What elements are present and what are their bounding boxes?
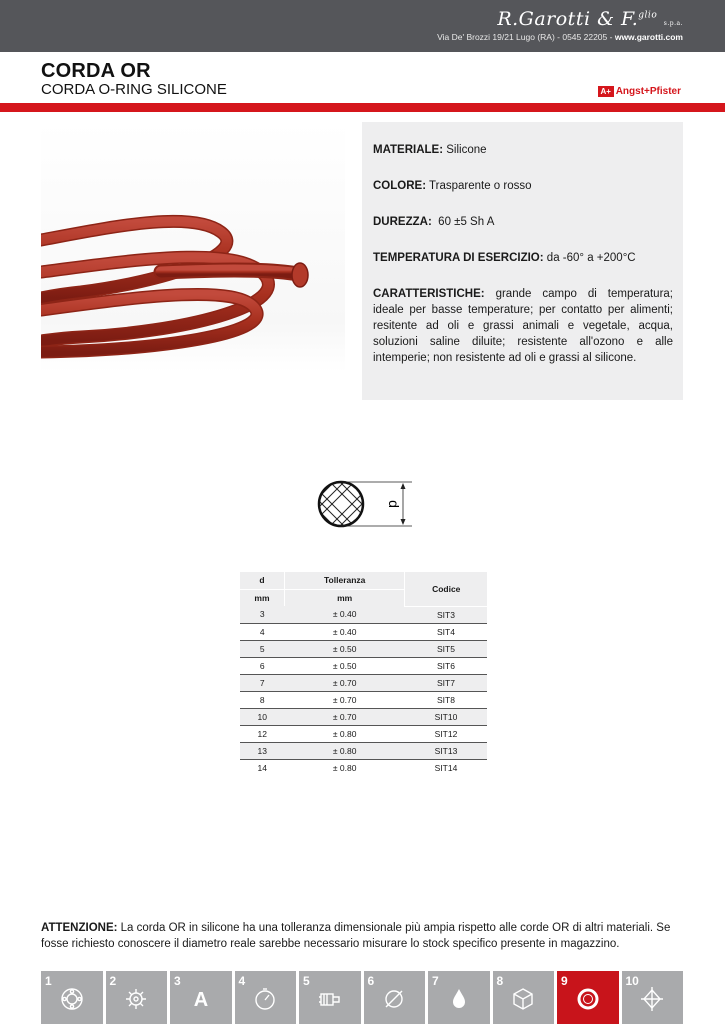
gauge-icon — [252, 986, 278, 1012]
cell-code: SIT13 — [405, 742, 487, 759]
gear-chain-icon — [123, 986, 149, 1012]
nav-tab-9[interactable] — [557, 971, 619, 1024]
cell-code: SIT6 — [405, 657, 487, 674]
cell-tolerance: ± 0.80 — [284, 759, 405, 776]
website-link[interactable]: www.garotti.com — [614, 32, 683, 42]
spec-temperatura: TEMPERATURA DI ESERCIZIO: da -60° a +200°C — [373, 252, 636, 264]
footer-navigation — [41, 971, 683, 1024]
nav-tab-number: 7 — [432, 974, 439, 988]
table-row — [240, 742, 487, 759]
diameter-label: d — [386, 500, 402, 508]
nav-tab-3[interactable] — [170, 971, 232, 1024]
nav-tab-number: 2 — [109, 974, 117, 988]
cell-diameter: 10 — [240, 708, 284, 725]
table-row — [240, 708, 487, 725]
table-row — [240, 657, 487, 674]
nav-tab-1[interactable] — [41, 971, 103, 1024]
cell-diameter: 5 — [240, 640, 284, 657]
spec-colore: COLORE: Trasparente o rosso — [373, 180, 532, 192]
cell-diameter: 3 — [240, 606, 284, 623]
cross-section-diagram — [312, 474, 422, 534]
page-subtitle: CORDA O-RING SILICONE — [41, 81, 227, 98]
cell-diameter: 6 — [240, 657, 284, 674]
cylinder-icon — [317, 986, 343, 1012]
cube-icon — [510, 986, 536, 1012]
cell-tolerance: ± 0.40 — [284, 606, 405, 623]
table-row — [240, 691, 487, 708]
specifications-panel — [362, 122, 683, 400]
spec-durezza: DUREZZA: 60 ±5 Sh A — [373, 216, 495, 228]
header-unit-tol: mm — [284, 589, 405, 606]
cell-code: SIT4 — [405, 623, 487, 640]
nav-tab-number: 5 — [303, 974, 310, 988]
cell-tolerance: ± 0.50 — [284, 657, 405, 674]
nav-tab-number: 8 — [496, 974, 504, 988]
company-address: Via De' Brozzi 19/21 Lugo (RA) - 0545 22205 - www.garotti.com — [437, 32, 683, 42]
cell-tolerance: ± 0.70 — [284, 674, 405, 691]
header-divider — [0, 103, 725, 112]
cell-tolerance: ± 0.80 — [284, 742, 405, 759]
nav-tab-7[interactable] — [428, 971, 490, 1024]
table-row — [240, 640, 487, 657]
cell-diameter: 4 — [240, 623, 284, 640]
table-row — [240, 623, 487, 640]
product-image — [41, 122, 345, 372]
header-unit-d: mm — [240, 589, 284, 606]
cell-diameter: 14 — [240, 759, 284, 776]
o-ring-icon — [575, 986, 601, 1012]
table-row — [240, 725, 487, 742]
cell-code: SIT12 — [405, 725, 487, 742]
cell-tolerance: ± 0.50 — [284, 640, 405, 657]
header-tolleranza: Tolleranza — [284, 572, 405, 589]
cell-tolerance: ± 0.70 — [284, 691, 405, 708]
cell-code: SIT8 — [405, 691, 487, 708]
drop-icon — [446, 986, 472, 1012]
table-row — [240, 759, 487, 776]
nav-tab-number: 10 — [625, 974, 639, 988]
header-codice: Codice — [405, 572, 487, 606]
nav-tab-10[interactable] — [622, 971, 684, 1024]
attention-note: ATTENZIONE: La corda OR in silicone ha una tolleranza dimensionale più ampia rispetto alle corde OR di altri materiali. Se fosse richiesto conoscere il diametro reale sarebbe necessario misurare lo stock specifico presente in magazzino. — [41, 922, 671, 950]
nav-tab-number: 3 — [174, 974, 181, 988]
nav-tab-number: 4 — [238, 974, 246, 988]
letter-a-icon — [188, 986, 214, 1012]
nav-tab-number: 6 — [367, 974, 375, 988]
nav-tab-6[interactable] — [364, 971, 426, 1024]
partner-logo-icon: A+ — [598, 86, 614, 97]
table-row — [240, 674, 487, 691]
cell-diameter: 12 — [240, 725, 284, 742]
nav-tab-2[interactable] — [106, 971, 168, 1024]
cell-tolerance: ± 0.80 — [284, 725, 405, 742]
diameter-icon — [381, 986, 407, 1012]
cell-code: SIT7 — [405, 674, 487, 691]
dimensions-table — [240, 572, 487, 776]
spec-caratteristiche: CARATTERISTICHE: grande campo di temperatura; ideale per basse temperature; per contatto per alimenti; resitente ad oli e grassi animali e vegetale, acqua, soluzioni saline diluite; resistente all'ozono e alle intemperie; non resistente ad oli e grassi al silicone. — [373, 288, 673, 364]
nav-tab-4[interactable] — [235, 971, 297, 1024]
svg-text:A: A — [193, 988, 208, 1011]
nav-tab-number: 9 — [561, 974, 568, 988]
nav-tab-number: 1 — [45, 974, 52, 988]
cell-tolerance: ± 0.40 — [284, 623, 405, 640]
cell-diameter: 7 — [240, 674, 284, 691]
cell-tolerance: ± 0.70 — [284, 708, 405, 725]
company-logo: R.Garotti & F.$^{glio}$ s.p.a. — [497, 8, 683, 30]
table-row — [240, 606, 487, 623]
bearing-icon — [59, 986, 85, 1012]
spec-materiale: MATERIALE: Silicone — [373, 144, 487, 156]
header-bar — [0, 0, 725, 52]
dimension-icon — [639, 986, 665, 1012]
cell-code: SIT14 — [405, 759, 487, 776]
cell-code: SIT10 — [405, 708, 487, 725]
cell-diameter: 8 — [240, 691, 284, 708]
cell-code: SIT3 — [405, 606, 487, 623]
cell-code: SIT5 — [405, 640, 487, 657]
cell-diameter: 13 — [240, 742, 284, 759]
nav-tab-5[interactable] — [299, 971, 361, 1024]
header-d: d — [240, 572, 284, 589]
nav-tab-8[interactable] — [493, 971, 555, 1024]
partner-logo: A+ Angst+Pfister — [598, 86, 681, 97]
page-title: CORDA OR — [41, 60, 151, 82]
